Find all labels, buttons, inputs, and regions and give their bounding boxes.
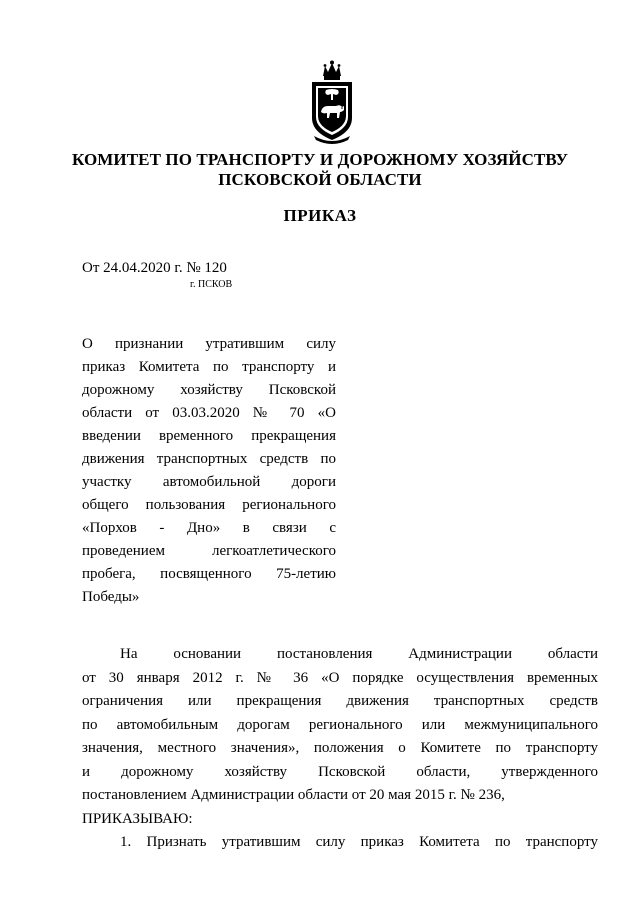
body-line: от 30 января 2012 г. № 36 «О порядке осуществления временных	[82, 669, 598, 686]
subject-line: О признании утратившим силу	[82, 336, 336, 352]
subject-line: приказ Комитета по транспорту и	[82, 359, 336, 375]
body-line: На основании постановления Администрации области	[120, 646, 598, 662]
document-date-number: От 24.04.2020 г. № 120	[82, 260, 227, 276]
body-line: ограничения или прекращения движения транспортных средств	[82, 693, 598, 709]
organization-title	[40, 150, 600, 190]
subject-line: введении временного прекращения	[82, 428, 336, 444]
order-directive: ПРИКАЗЫВАЮ:	[82, 810, 193, 827]
order-item-1: 1. Признать утратившим силу приказ Комитета по транспорту	[120, 834, 598, 850]
organization-title-line1: КОМИТЕТ ПО ТРАНСПОРТУ И ДОРОЖНОМУ ХОЗЯЙСТВУ	[71, 150, 569, 169]
subject-line: проведением легкоатлетического	[82, 543, 336, 559]
body-line: значения, местного значения», положения о Комитете по транспорту	[82, 740, 598, 756]
subject-line: общего пользования регионального	[82, 497, 336, 513]
subject-line: участку автомобильной дороги	[82, 474, 336, 490]
subject-line: области от 03.03.2020 № 70 «О	[82, 405, 336, 421]
body-line: по автомобильным дорогам регионального или межмуниципального	[82, 716, 598, 733]
document-type: ПРИКАЗ	[283, 206, 357, 225]
coat-of-arms-icon	[302, 60, 362, 144]
subject-line: пробега, посвященного 75-летию	[82, 566, 336, 582]
subject-line: Победы»	[82, 589, 140, 605]
subject-line: движения транспортных средств по	[82, 451, 336, 467]
document-body	[82, 643, 598, 855]
document-city: г. ПСКОВ	[190, 279, 233, 290]
body-line: постановлением Администрации области от 20 мая 2015 г. № 236,	[82, 787, 505, 803]
body-line: и дорожному хозяйству Псковской области, утвержденного	[82, 763, 598, 780]
document-subject	[82, 333, 336, 609]
subject-line: дорожному хозяйству Псковской	[82, 382, 336, 398]
organization-title-line2: ПСКОВСКОЙ ОБЛАСТИ	[218, 170, 422, 189]
subject-line: «Порхов - Дно» в связи с	[82, 520, 336, 536]
